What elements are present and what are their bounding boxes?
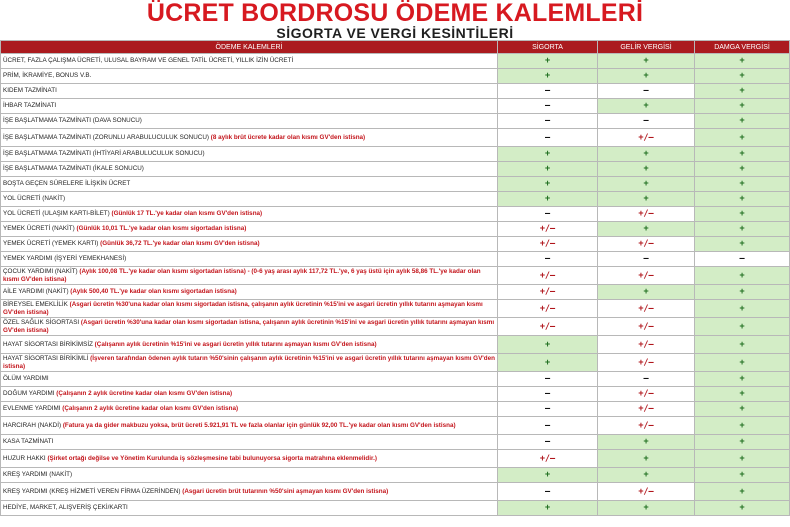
stamp-tax-cell: + — [695, 417, 790, 435]
table-row — [1, 252, 790, 267]
row-item-label: AİLE YARDIMI (NAKİT) — [3, 288, 69, 296]
row-item-name — [1, 207, 498, 222]
stamp-tax-cell: + — [695, 402, 790, 417]
row-item-name — [1, 69, 498, 84]
row-item-label: HAYAT SİGORTASI BİRİKİMSİZ — [3, 340, 93, 348]
payroll-table — [0, 40, 790, 516]
income-tax-cell: +/– — [598, 267, 695, 285]
income-tax-cell: + — [598, 435, 695, 450]
stamp-tax-cell: + — [695, 483, 790, 501]
row-item-label: ÖZEL SAĞLIK SİGORTASI — [3, 319, 80, 327]
stamp-tax-cell: + — [695, 192, 790, 207]
row-item-label: HAYAT SİGORTASI BİRİKİMLİ — [3, 355, 89, 363]
table-row — [1, 237, 790, 252]
row-item-label: KASA TAZMİNATI — [3, 438, 54, 446]
table-row — [1, 222, 790, 237]
insurance-cell: +/– — [498, 300, 598, 318]
row-item-name — [1, 114, 498, 129]
row-item-note: (Asgari ücretin %30'una kadar olan kısmı sigortadan istisna, çalışanın aylık ücretinin %15'ini ve asgari ücretin yıllık tutarını aşmayan kısmı GV'den istisna) — [3, 301, 483, 316]
stamp-tax-cell: + — [695, 129, 790, 147]
table-row — [1, 99, 790, 114]
insurance-cell: +/– — [498, 222, 598, 237]
table-row — [1, 318, 790, 336]
table-row — [1, 147, 790, 162]
row-item-label: İŞE BAŞLATMAMA TAZMİNATI (İKALE SONUCU) — [3, 165, 144, 173]
row-item-label: BİREYSEL EMEKLİLİK — [3, 301, 68, 309]
row-item-name — [1, 435, 498, 450]
row-item-note: (Günlük 17 TL.'ye kadar olan kısmı GV'den istisna) — [111, 210, 263, 218]
income-tax-cell: + — [598, 69, 695, 84]
row-item-note: (Şirket ortağı değilse ve Yönetim Kurulunda iş sözleşmesine tabi bulunuyorsa sigorta matrahına eklenmelidir.) — [47, 454, 377, 462]
row-item-label: KIDEM TAZMİNATI — [3, 87, 57, 95]
row-item-note: (Çalışanın 2 aylık ücretine kadar olan kısmı GV'den istisna) — [62, 405, 239, 413]
row-item-label: YEMEK ÜCRETİ (YEMEK KARTI) — [3, 240, 99, 248]
stamp-tax-cell: + — [695, 285, 790, 300]
income-tax-cell: + — [598, 285, 695, 300]
stamp-tax-cell: + — [695, 99, 790, 114]
income-tax-cell: +/– — [598, 318, 695, 336]
row-item-name — [1, 468, 498, 483]
table-row — [1, 162, 790, 177]
stamp-tax-cell: + — [695, 222, 790, 237]
page-subtitle: SİGORTA VE VERGİ KESİNTİLERİ — [276, 25, 514, 41]
income-tax-cell: + — [598, 192, 695, 207]
stamp-tax-cell: + — [695, 354, 790, 372]
income-tax-cell: +/– — [598, 354, 695, 372]
income-tax-cell: – — [598, 84, 695, 99]
table-row — [1, 468, 790, 483]
income-tax-cell: +/– — [598, 207, 695, 222]
stamp-tax-cell: + — [695, 54, 790, 69]
stamp-tax-cell: + — [695, 450, 790, 468]
row-item-note: (Çalışanın 2 aylık ücretine kadar olan kısmı GV'den istisna) — [56, 390, 233, 398]
row-item-note: (Çalışanın aylık ücretinin %15'ini ve asgari ücretin yıllık tutarını aşmayan kısmı GV'den istisna) — [94, 340, 377, 348]
row-item-note: (Asgari ücretin brüt tutarının %50'sini aşmayan kısmı GV'den istisna) — [182, 487, 389, 495]
header-payment-items: ÖDEME KALEMLERİ — [1, 41, 498, 54]
stamp-tax-cell: + — [695, 300, 790, 318]
row-item-name — [1, 54, 498, 69]
insurance-cell: + — [498, 69, 598, 84]
row-item-label: KREŞ YARDIMI (NAKİT) — [3, 471, 73, 479]
insurance-cell: + — [498, 336, 598, 354]
header-income-tax: GELİR VERGİSİ — [598, 41, 695, 54]
row-item-name — [1, 162, 498, 177]
row-item-label: İŞE BAŞLATMAMA TAZMİNATI (DAVA SONUCU) — [3, 117, 142, 125]
row-item-label: DOĞUM YARDIMI — [3, 390, 55, 398]
row-item-name — [1, 402, 498, 417]
income-tax-cell: +/– — [598, 300, 695, 318]
row-item-note: (İşveren tarafından ödenen aylık tutarın %50'sinin çalışanın aylık ücretinin %15'ini ve asgari ücretin yıllık tutarını aşmayan kısmı GV'den istisna) — [3, 355, 495, 370]
table-row — [1, 387, 790, 402]
income-tax-cell: – — [598, 372, 695, 387]
income-tax-cell: – — [598, 114, 695, 129]
insurance-cell: – — [498, 114, 598, 129]
table-row — [1, 372, 790, 387]
stamp-tax-cell: + — [695, 207, 790, 222]
insurance-cell: + — [498, 468, 598, 483]
insurance-cell: – — [498, 417, 598, 435]
stamp-tax-cell: + — [695, 177, 790, 192]
table-row — [1, 450, 790, 468]
table-row — [1, 129, 790, 147]
income-tax-cell: + — [598, 468, 695, 483]
row-item-name — [1, 99, 498, 114]
row-item-label: İŞE BAŞLATMAMA TAZMİNATI (İHTİYARİ ARABULUCULUK SONUCU) — [3, 150, 205, 158]
stamp-tax-cell: + — [695, 435, 790, 450]
stamp-tax-cell: + — [695, 162, 790, 177]
insurance-cell: +/– — [498, 237, 598, 252]
insurance-cell: +/– — [498, 267, 598, 285]
table-row — [1, 501, 790, 516]
row-item-name — [1, 417, 498, 435]
row-item-label: YEMEK YARDIMI (İŞYERİ YEMEKHANESİ) — [3, 255, 127, 263]
income-tax-cell: +/– — [598, 237, 695, 252]
insurance-cell: + — [498, 501, 598, 516]
row-item-name — [1, 237, 498, 252]
insurance-cell: – — [498, 372, 598, 387]
row-item-name — [1, 372, 498, 387]
table-header-row — [1, 41, 790, 54]
row-item-label: HEDİYE, MARKET, ALIŞVERİŞ ÇEKİ/KARTI — [3, 504, 128, 512]
insurance-cell: – — [498, 252, 598, 267]
income-tax-cell: + — [598, 501, 695, 516]
table-row — [1, 54, 790, 69]
income-tax-cell: + — [598, 147, 695, 162]
row-item-name — [1, 483, 498, 501]
header-stamp-tax: DAMGA VERGİSİ — [695, 41, 790, 54]
row-item-name — [1, 336, 498, 354]
row-item-note: (8 aylık brüt ücrete kadar olan kısmı GV'den istisna) — [210, 133, 366, 141]
row-item-name — [1, 387, 498, 402]
table-row — [1, 177, 790, 192]
row-item-note: (Günlük 36,72 TL.'ye kadar olan kısmı GV'den istisna) — [100, 240, 260, 248]
income-tax-cell: + — [598, 99, 695, 114]
row-item-note: (Aylık 500,40 TL.'ye kadar olan kısmı sigortadan istisna) — [70, 288, 237, 296]
income-tax-cell: +/– — [598, 402, 695, 417]
insurance-cell: + — [498, 147, 598, 162]
table-body — [1, 54, 790, 516]
table-row — [1, 483, 790, 501]
row-item-label: YOL ÜCRETİ (NAKİT) — [3, 195, 66, 203]
income-tax-cell: – — [598, 252, 695, 267]
income-tax-cell: +/– — [598, 387, 695, 402]
table-row — [1, 267, 790, 285]
income-tax-cell: + — [598, 54, 695, 69]
table-row — [1, 354, 790, 372]
row-item-label: İHBAR TAZMİNATI — [3, 102, 57, 110]
insurance-cell: – — [498, 435, 598, 450]
stamp-tax-cell: + — [695, 387, 790, 402]
insurance-cell: + — [498, 192, 598, 207]
row-item-label: ÇOCUK YARDIMI (NAKİT) — [3, 268, 78, 276]
row-item-note: (Aylık 100,08 TL.'ye kadar olan kısmı sigortadan istisna) - (0-6 yaş arası aylık 117,72 TL.'ye, 6 yaş üstü için aylık 58,86 TL.'ye kadar olan kısmı GV'den istisna) — [3, 268, 481, 283]
income-tax-cell: + — [598, 450, 695, 468]
table-row — [1, 114, 790, 129]
row-item-label: HUZUR HAKKI — [3, 454, 46, 462]
row-item-name — [1, 450, 498, 468]
income-tax-cell: +/– — [598, 129, 695, 147]
table-row — [1, 435, 790, 450]
stamp-tax-cell: + — [695, 372, 790, 387]
row-item-label: ÖLÜM YARDIMI — [3, 375, 49, 383]
row-item-label: HARCIRAH (NAKDİ) — [3, 421, 62, 429]
stamp-tax-cell: + — [695, 318, 790, 336]
row-item-note: (Günlük 10,01 TL.'ye kadar olan kısmı sigortadan istisna) — [76, 225, 247, 233]
row-item-label: PRİM, İKRAMİYE, BONUS V.B. — [3, 72, 92, 80]
row-item-label: ÜCRET, FAZLA ÇALIŞMA ÜCRETİ, ULUSAL BAYRAM VE GENEL TATİL ÜCRETİ, YILLIK İZİN ÜCRETİ — [3, 57, 294, 65]
stamp-tax-cell: + — [695, 468, 790, 483]
insurance-cell: – — [498, 387, 598, 402]
row-item-note: (Fatura ya da gider makbuzu yoksa, brüt ücreti 5.921,91 TL ve fazla olanlar için günlük 92,00 TL.'ye kadar olan kısmı GV'den istisna) — [62, 421, 456, 429]
row-item-label: EVLENME YARDIMI — [3, 405, 61, 413]
table-row — [1, 192, 790, 207]
table-row — [1, 285, 790, 300]
row-item-name — [1, 318, 498, 336]
row-item-name — [1, 354, 498, 372]
row-item-name — [1, 147, 498, 162]
income-tax-cell: + — [598, 162, 695, 177]
insurance-cell: – — [498, 402, 598, 417]
table-row — [1, 402, 790, 417]
row-item-name — [1, 129, 498, 147]
table-row — [1, 336, 790, 354]
row-item-name — [1, 267, 498, 285]
income-tax-cell: + — [598, 177, 695, 192]
row-item-name — [1, 300, 498, 318]
stamp-tax-cell: + — [695, 336, 790, 354]
stamp-tax-cell: – — [695, 252, 790, 267]
insurance-cell: +/– — [498, 285, 598, 300]
row-item-name — [1, 252, 498, 267]
row-item-name — [1, 192, 498, 207]
insurance-cell: – — [498, 207, 598, 222]
stamp-tax-cell: + — [695, 84, 790, 99]
row-item-label: YEMEK ÜCRETİ (NAKİT) — [3, 225, 75, 233]
row-item-name — [1, 84, 498, 99]
income-tax-cell: +/– — [598, 483, 695, 501]
insurance-cell: – — [498, 129, 598, 147]
income-tax-cell: + — [598, 222, 695, 237]
stamp-tax-cell: + — [695, 267, 790, 285]
row-item-name — [1, 285, 498, 300]
stamp-tax-cell: + — [695, 501, 790, 516]
income-tax-cell: +/– — [598, 336, 695, 354]
table-row — [1, 207, 790, 222]
row-item-label: BOŞTA GEÇEN SÜRELERE İLİŞKİN ÜCRET — [3, 180, 131, 188]
table-row — [1, 417, 790, 435]
insurance-cell: +/– — [498, 318, 598, 336]
table-row — [1, 84, 790, 99]
row-item-name — [1, 177, 498, 192]
insurance-cell: + — [498, 354, 598, 372]
row-item-label: İŞE BAŞLATMAMA TAZMİNATI (ZORUNLU ARABULUCULUK SONUCU) — [3, 133, 209, 141]
insurance-cell: + — [498, 162, 598, 177]
page-title: ÜCRET BORDROSU ÖDEME KALEMLERİ — [146, 0, 644, 27]
income-tax-cell: +/– — [598, 417, 695, 435]
table-row — [1, 69, 790, 84]
row-item-name — [1, 222, 498, 237]
stamp-tax-cell: + — [695, 147, 790, 162]
table-row — [1, 300, 790, 318]
insurance-cell: + — [498, 177, 598, 192]
header-insurance: SİGORTA — [498, 41, 598, 54]
row-item-label: YOL ÜCRETİ (ULAŞIM KARTI-BİLET) — [3, 210, 110, 218]
insurance-cell: – — [498, 99, 598, 114]
insurance-cell: +/– — [498, 450, 598, 468]
stamp-tax-cell: + — [695, 237, 790, 252]
insurance-cell: – — [498, 483, 598, 501]
stamp-tax-cell: + — [695, 69, 790, 84]
insurance-cell: + — [498, 54, 598, 69]
insurance-cell: – — [498, 84, 598, 99]
row-item-label: KREŞ YARDIMI (KREŞ HİZMETİ VEREN FİRMA ÜZERİNDEN) — [3, 487, 181, 495]
row-item-name — [1, 501, 498, 516]
row-item-note: (Asgari ücretin %30'una kadar olan kısmı sigortadan istisna, çalışanın aylık ücretinin %15'ini ve asgari ücretin yıllık tutarını aşmayan kısmı GV'den istisna) — [3, 319, 495, 334]
stamp-tax-cell: + — [695, 114, 790, 129]
